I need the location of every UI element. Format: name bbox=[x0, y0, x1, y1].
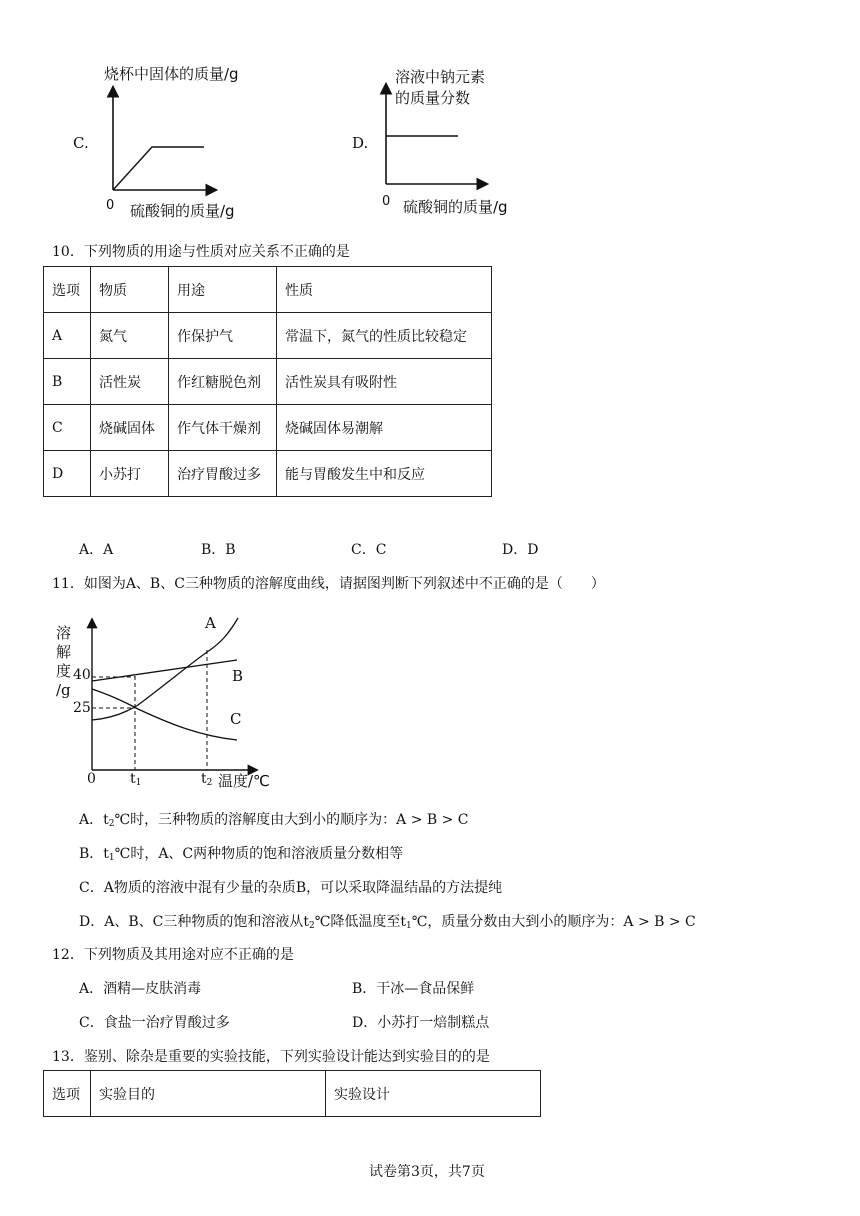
q11-option-d[interactable] bbox=[79, 911, 696, 931]
q11-option-d-sub1: 2 bbox=[308, 921, 315, 931]
table-cell: 治疗胃酸过多 bbox=[169, 451, 277, 497]
tick-t2-sub: 2 bbox=[206, 778, 213, 788]
q12-option-d[interactable]: D．小苏打一焙制糕点 bbox=[352, 1015, 490, 1031]
q10-option-d[interactable]: D．D bbox=[502, 542, 539, 558]
table-row bbox=[44, 267, 492, 313]
graph-d-origin: 0 bbox=[382, 194, 391, 209]
q13-header-purpose: 实验目的 bbox=[91, 1071, 326, 1117]
tick-25: 25 bbox=[73, 700, 91, 716]
solubility-x-axis-label: 温度/℃ bbox=[218, 772, 270, 790]
tick-t1 bbox=[130, 771, 141, 788]
q11-option-c[interactable]: C．A物质的溶液中混有少量的杂质B，可以采取降温结晶的方法提纯 bbox=[79, 880, 503, 896]
q11-option-d-part2: ℃降低温度至t bbox=[314, 914, 406, 930]
table-cell: 作气体干燥剂 bbox=[169, 405, 277, 451]
q12-stem: 12．下列物质及其用途对应不正确的是 bbox=[52, 947, 294, 963]
q13-header-option: 选项 bbox=[44, 1071, 91, 1117]
solubility-chart bbox=[70, 610, 270, 780]
graph-c-option-label: C. bbox=[73, 134, 89, 152]
graph-d-y-axis-label-line1: 溶液中钠元素 bbox=[395, 68, 486, 86]
q11-option-d-sub2: 1 bbox=[406, 921, 412, 931]
q12-option-b[interactable]: B．干冰—食品保鲜 bbox=[352, 981, 475, 997]
q11-option-a[interactable] bbox=[79, 809, 469, 829]
table-row bbox=[44, 1071, 541, 1117]
q13-header-design: 实验设计 bbox=[326, 1071, 541, 1117]
table-row bbox=[44, 313, 492, 359]
table-row bbox=[44, 405, 492, 451]
graph-c-y-axis-label: 烧杯中固体的质量/g bbox=[104, 65, 239, 83]
q11-option-a-part2: ℃时，三种物质的溶解度由大到小的顺序为：A > B > C bbox=[114, 812, 469, 828]
tick-t1-sub: 1 bbox=[135, 778, 142, 788]
table-cell: 氮气 bbox=[91, 313, 169, 359]
table-row bbox=[44, 359, 492, 405]
graph-c-origin: 0 bbox=[106, 198, 115, 213]
q11-option-a-sub: 2 bbox=[108, 819, 115, 829]
table-cell: B bbox=[44, 359, 91, 405]
chart-origin: 0 bbox=[87, 771, 96, 787]
curve-a-label: A bbox=[205, 614, 216, 632]
table-cell: D bbox=[44, 451, 91, 497]
table-cell: A bbox=[44, 313, 91, 359]
table-cell: 作红糖脱色剂 bbox=[169, 359, 277, 405]
q10-option-b[interactable]: B．B bbox=[201, 542, 236, 558]
page-footer: 试卷第3页，共7页 bbox=[369, 1164, 485, 1180]
graph-d-plot bbox=[375, 80, 495, 192]
table-cell: 常温下，氮气的性质比较稳定 bbox=[277, 313, 492, 359]
q11-option-b-sub: 1 bbox=[108, 853, 115, 863]
curve-b bbox=[92, 660, 237, 681]
table-cell: 作保护气 bbox=[169, 313, 277, 359]
table-cell: 能与胃酸发生中和反应 bbox=[277, 451, 492, 497]
tick-t2-main: t bbox=[201, 771, 207, 787]
table-row bbox=[44, 451, 492, 497]
tick-40: 40 bbox=[73, 667, 91, 683]
table-cell: 小苏打 bbox=[91, 451, 169, 497]
graph-c-plot bbox=[100, 80, 230, 200]
y-label-char: /g bbox=[56, 681, 71, 699]
y-label-char: 解 bbox=[56, 643, 72, 661]
graph-d-y-axis-label-line2: 的质量分数 bbox=[395, 89, 471, 107]
tick-t2 bbox=[201, 771, 212, 788]
table-cell: 活性炭具有吸附性 bbox=[277, 359, 492, 405]
tick-t1-main: t bbox=[130, 771, 136, 787]
q11-option-d-part1: D．A、B、C三种物质的饱和溶液从t bbox=[79, 914, 309, 930]
curve-c bbox=[92, 689, 237, 740]
q11-option-d-part3: ℃，质量分数由大到小的顺序为：A > B > C bbox=[411, 914, 696, 930]
curve-a bbox=[92, 618, 238, 720]
q13-table bbox=[43, 1070, 541, 1117]
q10-header-use: 用途 bbox=[169, 267, 277, 313]
solubility-y-axis-label bbox=[56, 624, 71, 700]
q11-option-b-part2: ℃时，A、C两种物质的饱和溶液质量分数相等 bbox=[114, 846, 404, 862]
table-cell: 烧碱固体易潮解 bbox=[277, 405, 492, 451]
graph-d-option-label: D. bbox=[352, 134, 369, 152]
q10-option-a[interactable]: A．A bbox=[79, 542, 114, 558]
table-cell: C bbox=[44, 405, 91, 451]
q10-stem: 10．下列物质的用途与性质对应关系不正确的是 bbox=[52, 244, 350, 260]
curve-b-label: B bbox=[232, 667, 244, 685]
q10-header-option: 选项 bbox=[44, 267, 91, 313]
y-label-char: 度 bbox=[56, 662, 72, 680]
q12-option-a[interactable]: A．酒精—皮肤消毒 bbox=[79, 981, 202, 997]
graph-d-x-axis-label: 硫酸铜的质量/g bbox=[403, 198, 508, 216]
y-label-char: 溶 bbox=[56, 624, 72, 642]
graph-c-x-axis-label: 硫酸铜的质量/g bbox=[130, 202, 235, 220]
q11-option-b[interactable] bbox=[79, 843, 403, 863]
q11-stem: 11．如图为A、B、C三种物质的溶解度曲线，请据图判断下列叙述中不正确的是（ ） bbox=[52, 576, 605, 592]
curve-c-label: C bbox=[230, 710, 242, 728]
q10-header-property: 性质 bbox=[277, 267, 492, 313]
table-cell: 烧碱固体 bbox=[91, 405, 169, 451]
q10-option-c[interactable]: C．C bbox=[351, 542, 387, 558]
table-cell: 活性炭 bbox=[91, 359, 169, 405]
q13-stem: 13．鉴别、除杂是重要的实验技能，下列实验设计能达到实验目的的是 bbox=[52, 1049, 490, 1065]
q11-option-a-part1: A．t bbox=[79, 812, 109, 828]
q11-option-b-part1: B．t bbox=[79, 846, 109, 862]
q10-table bbox=[43, 266, 492, 497]
q10-header-substance: 物质 bbox=[91, 267, 169, 313]
q12-option-c[interactable]: C．食盐一治疗胃酸过多 bbox=[79, 1015, 230, 1031]
